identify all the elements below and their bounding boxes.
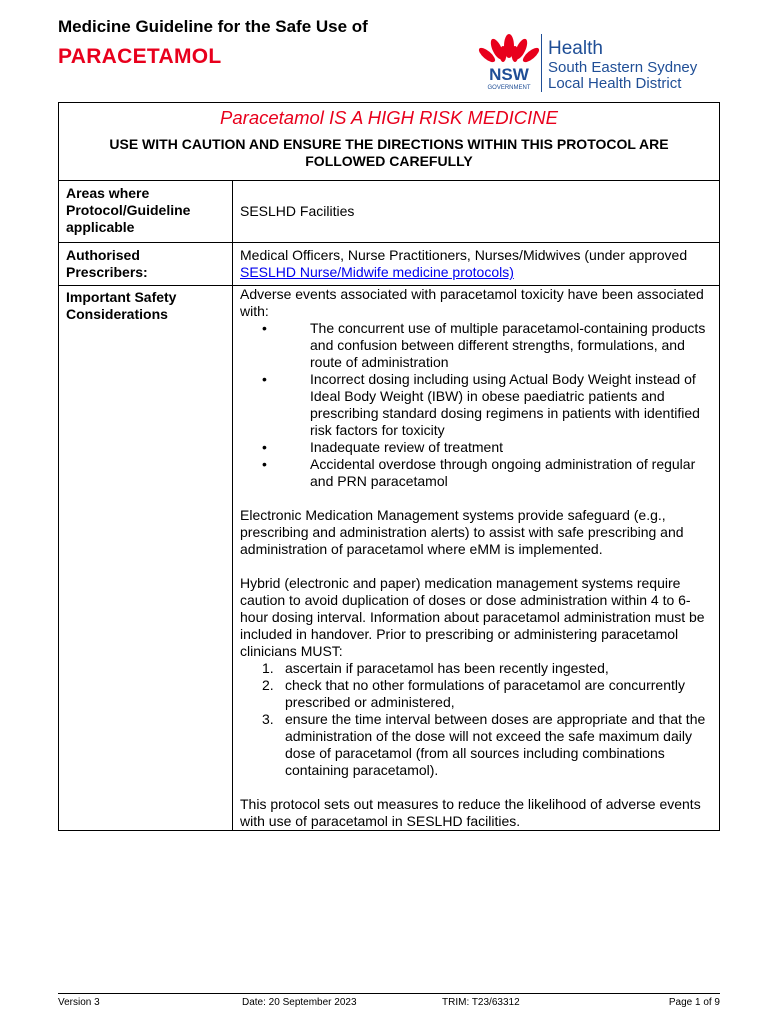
page-footer [58, 993, 720, 1011]
list-item-text: ensure the time interval between doses are appropriate and that the administration of the dose will not exceed the safe maximum daily dose of paracetamol (from all sources including combinations containing paracetamol). [285, 711, 706, 778]
government-wordmark: GOVERNMENT [487, 85, 531, 91]
prescribers-value [233, 243, 720, 286]
banner-cell [59, 103, 720, 181]
list-item-text: Accidental overdose through ongoing administration of regular and PRN paracetamol [310, 456, 696, 489]
footer-page-number: Page 1 of 9 [668, 997, 720, 1008]
hybrid-paragraph: Hybrid (electronic and paper) medication management systems require caution to avoid duplication of doses or dose administration within 4 to 6-hour dosing interval. Information about paracetamol administration must be included in handover. Prior to prescribing or administering paracetamol clinicians MUST: [240, 575, 705, 659]
high-risk-title: Paracetamol IS A HIGH RISK MEDICINE [220, 107, 558, 128]
areas-label: Areas where Protocol/Guideline applicable [59, 181, 233, 243]
bullet-icon: • [262, 439, 267, 455]
clinician-steps [240, 660, 712, 779]
list-item: 1. ascertain if paracetamol has been recently ingested, [262, 660, 609, 676]
banner-row [59, 103, 720, 181]
district-line1: South Eastern Sydney [548, 59, 698, 76]
table-row [59, 243, 720, 286]
protocol-table [58, 102, 720, 831]
emm-paragraph: Electronic Medication Management systems provide safeguard (e.g., prescribing and administration alerts) to assist with safe prescribing and administration of paracetamol where eMM is implemented. [240, 507, 684, 557]
safety-value [233, 286, 720, 831]
risk-list [240, 320, 712, 490]
closing-paragraph: This protocol sets out measures to reduce the likelihood of adverse events with use of paracetamol in SESLHD facilities. [240, 796, 701, 829]
list-item: 2. check that no other formulations of paracetamol are concurrently prescribed or administered, [262, 677, 685, 710]
footer-date: Date: 20 September 2023 [242, 997, 357, 1008]
list-item-text: The concurrent use of multiple paracetamol-containing products and confusion between different strengths, formulations, and route of administration [310, 320, 706, 370]
logo-text-block [548, 38, 697, 92]
list-item [240, 439, 712, 456]
document-title: Medicine Guideline for the Safe Use of [58, 17, 368, 36]
list-item [240, 320, 712, 371]
table-row [59, 181, 720, 243]
safety-label: Important Safety Considerations [59, 286, 233, 831]
footer-trim: TRIM: T23/63312 [442, 997, 520, 1008]
list-item: 3. ensure the time interval between doses are appropriate and that the administration of the dose will not exceed the safe maximum daily dose of paracetamol (from all sources including combinations containing paracetamol). [262, 711, 706, 778]
district-line2: Local Health District [548, 75, 682, 92]
health-wordmark: Health [548, 38, 603, 59]
list-item-text: Incorrect dosing including using Actual Body Weight instead of Ideal Body Weight (IBW) in obese paediatric patients and prescribing standard dosing regimens in patients with identified risk factors for toxicity [310, 371, 700, 438]
list-item-text: check that no other formulations of paracetamol are concurrently prescribed or administered, [285, 677, 685, 710]
medicine-name: PARACETAMOL [58, 45, 222, 68]
safety-intro: Adverse events associated with paracetamol toxicity have been associated with: [240, 286, 704, 319]
bullet-icon: • [262, 456, 267, 472]
caution-subtitle: USE WITH CAUTION AND ENSURE THE DIRECTIONS WITHIN THIS PROTOCOL ARE FOLLOWED CAREFULLY [109, 136, 669, 169]
nurse-midwife-protocols-link[interactable]: SESLHD Nurse/Midwife medicine protocols) [240, 264, 514, 280]
list-item-text: ascertain if paracetamol has been recently ingested, [285, 660, 609, 676]
logo-divider [541, 34, 542, 92]
table-row [59, 286, 720, 831]
areas-value: SESLHD Facilities [233, 181, 720, 243]
list-item [240, 456, 712, 490]
bullet-icon: • [262, 371, 267, 387]
list-item [240, 371, 712, 439]
prescribers-label: Authorised Prescribers: [59, 243, 233, 286]
waratah-icon [470, 30, 548, 96]
nsw-wordmark: NSW [489, 65, 529, 84]
prescribers-text: Medical Officers, Nurse Practitioners, Nurses/Midwives (under approved [240, 247, 688, 263]
footer-version: Version 3 [58, 997, 100, 1008]
list-item-text: Inadequate review of treatment [310, 439, 504, 455]
bullet-icon: • [262, 320, 267, 336]
